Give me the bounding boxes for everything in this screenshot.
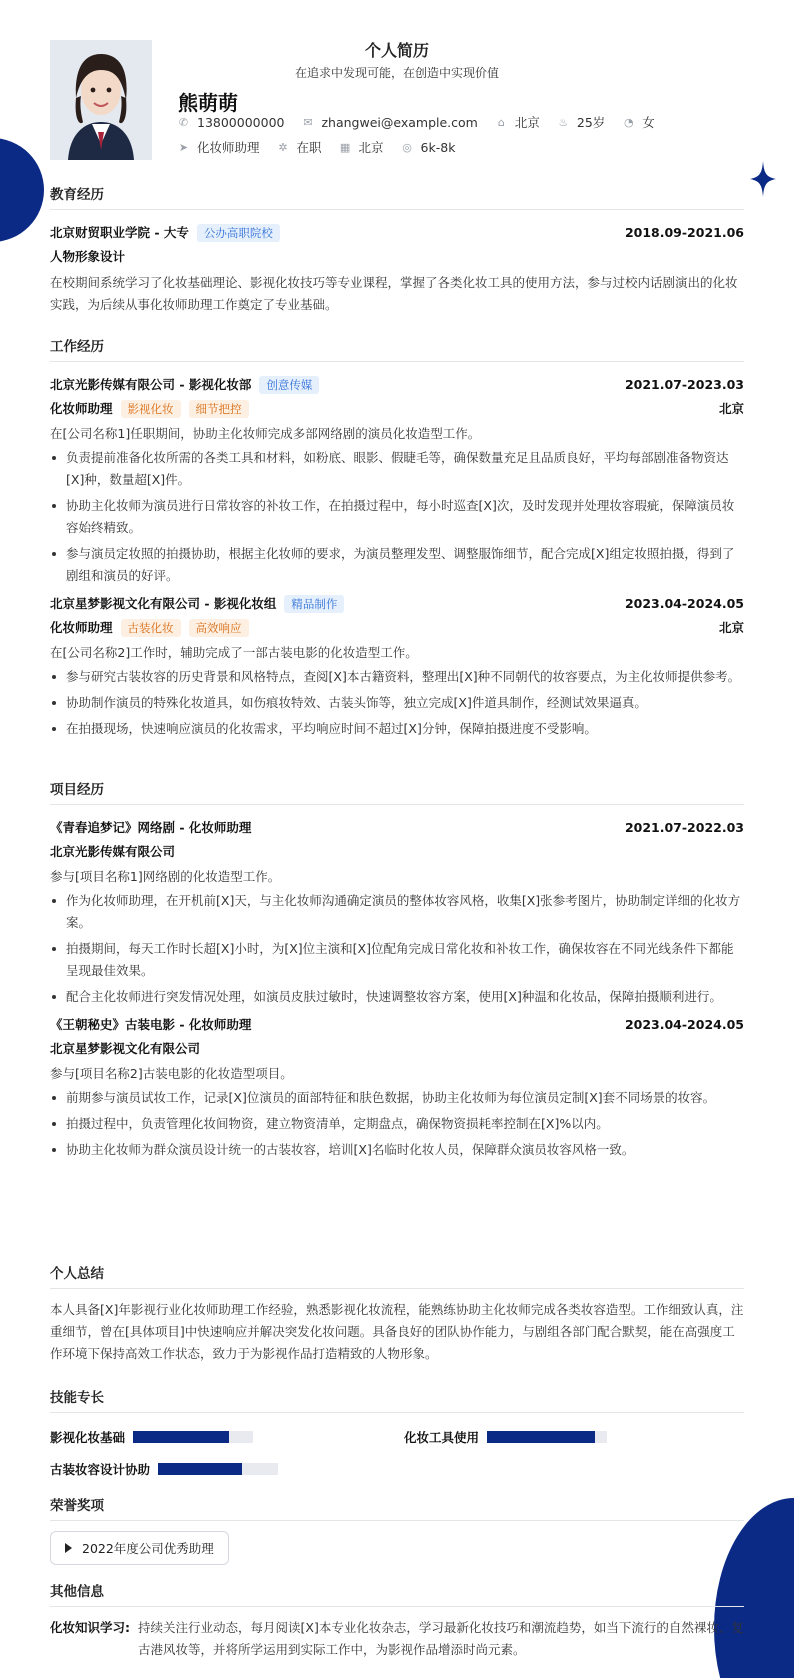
city-item [496,113,540,131]
building-icon: ▦ [339,140,351,154]
work-summary: 在[公司名称2]工作时，辅助完成了一部古装电影的化妆造型工作。 [50,645,418,660]
project-company-row [50,1036,744,1060]
list-item: 作为化妆师助理，在开机前[X]天，与主化妆师沟通确定演员的整体妆容风格，收集[X]张参考图片，协助制定详细的化妆方案。 [50,890,744,934]
contact-row [178,113,673,131]
work-date: 2021.07-2023.03 [624,376,744,392]
company-name: 北京星梦影视文化有限公司 - 影视化妆组 [50,595,277,611]
project-company: 北京光影传媒有限公司 [50,844,176,859]
skill-bar [158,1463,278,1475]
education-date: 2018.09-2021.06 [624,224,744,240]
gender-icon: ◔ [623,115,634,129]
list-item: 负责提前准备化妆所需的各类工具和材料，如粉底、眼影、假睫毛等，确保数量充足且品质良好，平均每部剧准备物资达[X]种，数量超[X]件。 [50,447,744,491]
home-icon: ⌂ [497,115,505,129]
skill-name: 影视化妆基础 [50,1430,126,1445]
section-heading: 教育经历 [50,183,744,210]
role: 化妆师助理 [50,400,113,416]
skills-row [50,1423,744,1451]
email-text: zhangwei@example.com [321,114,478,130]
other-label: 化妆知识学习: [50,1620,130,1635]
work-bullets [50,666,744,740]
phone-icon: ✆ [178,115,189,129]
work-city: 北京 [718,620,744,635]
section-heading: 荣誉奖项 [50,1494,744,1521]
project-title: 《王朝秘史》古装电影 - 化妆师助理 [50,1017,252,1032]
awards-section [50,1494,744,1565]
work-header-row [50,372,744,396]
decorative-circle-left [0,138,44,242]
list-item: 拍摄过程中，负责管理化妆间物资，建立物资清单，定期盘点，确保物资损耗率控制在[X]%以内。 [50,1113,744,1135]
role-row [50,615,744,639]
project-company-row [50,839,744,863]
project-header-row [50,1012,744,1036]
projects-section [50,778,744,1165]
list-item: 拍摄期间，每天工作时长超[X]小时，为[X]位主演和[X]位配角完成日常化妆和补妆工作，确保妆容在不同光线条件下都能呈现最佳效果。 [50,938,744,982]
school-name: 北京财贸职业学院 - 大专 [50,224,189,240]
play-icon [65,1543,72,1553]
section-heading: 个人总结 [50,1262,744,1289]
role-tag: 古装化妆 [121,619,181,637]
skill-bar [487,1431,607,1443]
status-text: 在职 [296,140,322,155]
project-title: 《青春追梦记》网络剧 - 化妆师助理 [50,820,252,835]
salary-text: 6k-8k [420,139,456,155]
skill-bar-fill [133,1431,229,1443]
job-intent-row [178,138,473,156]
education-header-row [50,220,744,244]
mail-icon: ✉ [303,115,313,129]
gender-text: 女 [642,115,655,130]
project-date: 2023.04-2024.05 [624,1016,744,1032]
page-title: 个人简历 [364,41,429,60]
project-summary: 参与[项目名称1]网络剧的化妆造型工作。 [50,869,281,884]
section-heading: 项目经历 [50,778,744,805]
phone-item [178,115,284,130]
work-item [50,372,744,587]
project-bullets [50,1087,744,1161]
project-date: 2021.07-2022.03 [624,819,744,835]
list-item: 协助主化妆师为演员进行日常妆容的补妆工作，在拍摄过程中，每小时巡查[X]次，及时发现并处理妆容瑕疵，保障演员妆容始终精致。 [50,495,744,539]
send-icon: ➤ [178,140,189,154]
role-tag: 影视化妆 [121,400,181,418]
work-bullets [50,447,744,587]
list-item: 协助主化妆师为群众演员设计统一的古装妆容，培训[X]名临时化妆人员，保障群众演员妆容风格一致。 [50,1139,744,1161]
skills-section [50,1386,744,1483]
award-name: 2022年度公司优秀助理 [82,1541,214,1556]
gender-item [623,113,655,131]
target-city-item [340,138,384,156]
section-heading: 工作经历 [50,335,744,362]
skill-bar [133,1431,253,1443]
major: 人物形象设计 [50,249,126,264]
skill-bar-fill [158,1463,242,1475]
company-tag: 创意传媒 [259,376,319,394]
major-row [50,244,744,268]
list-item: 参与演员定妆照的拍摄协助，根据主化妆师的要求，为演员整理发型、调整服饰细节，配合完成[X]组定妆照拍摄，得到了剧组和演员的好评。 [50,543,744,587]
project-bullets [50,890,744,1008]
work-summary: 在[公司名称1]任职期间，协助主化妆师完成多部网络剧的演员化妆造型工作。 [50,426,481,441]
sparkle-icon [750,161,776,197]
school-tag: 公办高职院校 [197,224,280,242]
cake-icon: ♨ [558,115,569,129]
page-subtitle: 在追求中发现可能，在创造中实现价值 [294,66,499,80]
skill-name: 古装妆容设计协助 [50,1462,151,1477]
work-header-row [50,591,744,615]
role-row [50,396,744,420]
list-item: 配合主化妆师进行突发情况处理，如演员皮肤过敏时，快速调整妆容方案，使用[X]种温和化妆品，保障拍摄顺利进行。 [50,986,744,1008]
position-text: 化妆师助理 [197,140,260,155]
skill-item [50,1423,404,1451]
list-item: 在拍摄现场，快速响应演员的化妆需求，平均响应时间不超过[X]分钟，保障拍摄进度不受影响。 [50,718,744,740]
age-text: 25岁 [576,115,606,130]
age-item [558,113,605,131]
role-tag: 细节把控 [189,400,249,418]
section-heading: 技能专长 [50,1386,744,1413]
skill-bar-fill [487,1431,595,1443]
email-item [302,115,477,130]
project-header-row [50,815,744,839]
project-item [50,1012,744,1161]
work-city: 北京 [718,401,744,416]
award-item[interactable] [50,1531,229,1565]
candidate-name: 熊萌萌 [178,91,238,115]
work-date: 2023.04-2024.05 [624,595,744,611]
phone-text: 13800000000 [197,114,285,130]
coin-icon: ◎ [402,140,412,154]
project-summary: 参与[项目名称2]古装电影的化妆造型项目。 [50,1066,293,1081]
list-item: 参与研究古装妆容的历史背景和风格特点，查阅[X]本古籍资料，整理出[X]种不同朝代的妆容要点，为主化妆师提供参考。 [50,666,744,688]
salary-item [402,140,456,155]
section-heading: 其他信息 [50,1580,744,1607]
position-item [178,138,260,156]
status-item [278,138,322,156]
role-tag: 高效响应 [189,619,249,637]
other-item [50,1617,744,1661]
list-item: 协助制作演员的特殊化妆道具，如伤痕妆特效、古装头饰等，独立完成[X]件道具制作，经测试效果逼真。 [50,692,744,714]
work-item [50,591,744,740]
education-section [50,183,744,316]
other-text: 持续关注行业动态，每月阅读[X]本专业化妆杂志，学习最新化妆技巧和潮流趋势，如当下流行的自然裸妆、复古港风妆等，并将所学运用到实际工作中，为影视作品增添时尚元素。 [138,1620,744,1657]
skill-name: 化妆工具使用 [404,1430,480,1445]
summary-text: 本人具备[X]年影视行业化妆师助理工作经验，熟悉影视化妆流程，能熟练协助主化妆师完成各类妆容造型。工作细致认真，注重细节，曾在[具体项目]中快速响应并解决突发化妆问题。具备良好的团队协作能力，与剧组各部门配合默契，能在高强度工作环境下保持高效工作状态，致力于为影视作品打造精致的人物形象。 [50,1302,744,1361]
target-city-text: 北京 [358,140,384,155]
company-name: 北京光影传媒有限公司 - 影视化妆部 [50,376,252,392]
education-description: 在校期间系统学习了化妆基础理论、影视化妆技巧等专业课程，掌握了各类化妆工具的使用方法，参与过校内话剧演出的化妆实践，为后续从事化妆师助理工作奠定了专业基础。 [50,275,738,312]
city-text: 北京 [514,115,540,130]
status-icon: ✲ [278,140,288,154]
role: 化妆师助理 [50,619,113,635]
project-company: 北京星梦影视文化有限公司 [50,1041,201,1056]
other-section [50,1580,744,1661]
list-item: 前期参与演员试妆工作，记录[X]位演员的面部特征和肤色数据，协助主化妆师为每位演员定制[X]套不同场景的妆容。 [50,1087,744,1109]
skill-item [50,1455,744,1483]
summary-section [50,1262,744,1365]
project-item [50,815,744,1008]
skill-item [404,1423,607,1451]
work-section [50,335,744,744]
company-tag: 精品制作 [284,595,344,613]
